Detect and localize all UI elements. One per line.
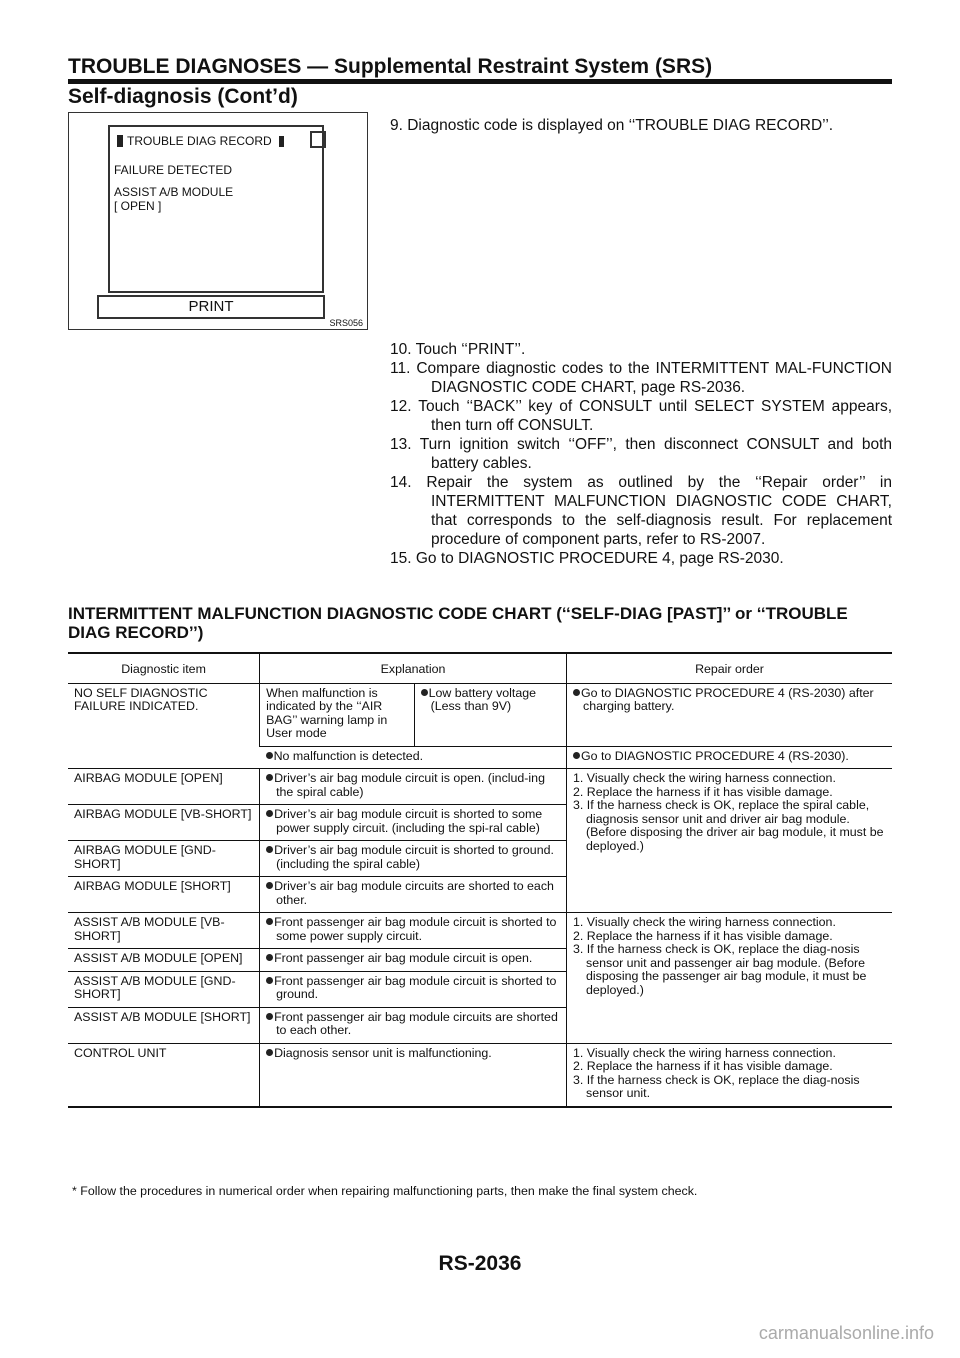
table-row	[68, 913, 892, 949]
bullet-icon	[266, 918, 273, 925]
explanation-text: Driver’s air bag module circuit is shorted to some power supply circuit. (including the spi-ral cable)	[274, 807, 543, 835]
cell-condition: When malfunction is indicated by the ‘‘AIR BAG’’ warning lamp in User mode	[260, 683, 415, 746]
explanation-text: Front passenger air bag module circuit is shorted to ground.	[274, 973, 557, 1001]
repair-step: 3. If the harness check is OK, replace the spiral cable, diagnosis sensor unit and driver air bag module. (Before disposing the driver air bag module, it must be deployed.)	[573, 798, 884, 853]
section-subtitle: Self-diagnosis (Cont’d)	[68, 85, 298, 108]
header-explanation: Explanation	[260, 653, 567, 683]
cell-explanation	[260, 1043, 567, 1107]
display-title: TROUBLE DIAG RECORD	[127, 134, 272, 148]
repair-step: 3. If the harness check is OK, replace the diag-nosis sensor unit.	[573, 1072, 860, 1100]
cell-repair	[567, 913, 892, 1044]
repair-step: 2. Replace the harness if it has visible damage.	[573, 928, 833, 943]
cell-item: ASSIST A/B MODULE [OPEN]	[68, 949, 260, 972]
explanation-text: Front passenger air bag module circuit is shorted to some power supply circuit.	[274, 915, 557, 943]
bullet-icon	[266, 752, 273, 759]
repair-step: 1. Visually check the wiring harness connection.	[573, 915, 836, 929]
cell-explanation	[260, 746, 567, 769]
table-row	[68, 1043, 892, 1107]
step-9: 9. Diagnostic code is displayed on ‘‘TROUBLE DIAG RECORD’’.	[390, 117, 834, 134]
cell-item: ASSIST A/B MODULE [GND-SHORT]	[68, 971, 260, 1007]
bullet-icon	[266, 882, 273, 889]
explanation-text: Driver’s air bag module circuit is open. (includ-ing the spiral cable)	[274, 771, 545, 799]
bullet-icon	[573, 689, 580, 696]
cell-explanation	[260, 949, 567, 972]
cell-item: AIRBAG MODULE [SHORT]	[68, 877, 260, 913]
cell-item: ASSIST A/B MODULE [SHORT]	[68, 1007, 260, 1043]
cell-explanation	[260, 805, 567, 841]
repair-step: 2. Replace the harness if it has visible damage.	[573, 1059, 833, 1073]
step-14: 14. Repair the system as outlined by the ‘‘Repair order’’ in INTERMITTENT MALFUNCTION DIAGNOSTIC CODE CHART, that corresponds to the self-diagnosis result. For replacement procedure of component parts, refer to RS-2007.	[390, 474, 892, 548]
bullet-icon	[266, 954, 273, 961]
cell-explanation	[414, 683, 566, 746]
step-12: 12. Touch ‘‘BACK’’ key of CONSULT until SELECT SYSTEM appears, then turn off CONSULT.	[390, 398, 892, 434]
cell-explanation	[260, 913, 567, 949]
bullet-icon	[266, 810, 273, 817]
bullet-icon	[266, 846, 273, 853]
table-row	[68, 683, 892, 746]
bullet-icon	[266, 1013, 273, 1020]
bullet-icon	[266, 1049, 273, 1056]
figure-code: SRS056	[329, 318, 363, 328]
cell-explanation	[260, 877, 567, 913]
cell-item: AIRBAG MODULE [VB-SHORT]	[68, 805, 260, 841]
explanation-text: No malfunction is detected.	[273, 748, 424, 763]
cell-item: AIRBAG MODULE [OPEN]	[68, 769, 260, 805]
explanation-text: Driver’s air bag module circuit is shorted to ground. (including the spiral cable)	[274, 843, 554, 871]
repair-step: 2. Replace the harness if it has visible damage.	[573, 784, 833, 799]
bullet-icon	[266, 774, 273, 781]
cell-repair	[567, 1043, 892, 1107]
repair-text: Go to DIAGNOSTIC PROCEDURE 4 (RS-2030).	[581, 748, 849, 763]
display-line-status: [ OPEN ]	[114, 199, 162, 213]
diagnostic-code-table	[68, 652, 892, 1108]
explanation-text: Front passenger air bag module circuit is open.	[274, 951, 533, 965]
repair-step: 1. Visually check the wiring harness connection.	[573, 771, 836, 785]
cell-item: ASSIST A/B MODULE [VB-SHORT]	[68, 913, 260, 949]
cell-explanation	[260, 769, 567, 805]
display-line-module: ASSIST A/B MODULE	[114, 185, 234, 199]
watermark: carmanualsonline.info	[758, 1323, 934, 1343]
section-title: TROUBLE DIAGNOSES — Supplemental Restraint System (SRS)	[68, 55, 713, 78]
consult-display	[108, 125, 324, 293]
cell-item: CONTROL UNIT	[68, 1043, 260, 1107]
step-10: 10. Touch ‘‘PRINT’’.	[390, 341, 526, 358]
explanation-text: Diagnosis sensor unit is malfunctioning.	[274, 1045, 492, 1060]
cell-item: AIRBAG MODULE [GND-SHORT]	[68, 841, 260, 877]
cell-explanation	[260, 971, 567, 1007]
header-diagnostic-item: Diagnostic item	[68, 653, 260, 683]
marker-icon	[117, 135, 123, 147]
cell-repair	[567, 769, 892, 913]
bullet-icon	[573, 752, 580, 759]
display-title-line	[117, 134, 284, 148]
step-15: 15. Go to DIAGNOSTIC PROCEDURE 4, page RS-2030.	[390, 550, 784, 567]
footnote: * Follow the procedures in numerical order when repairing malfunctioning parts, then make the final system check.	[72, 1184, 698, 1198]
cell-explanation	[260, 841, 567, 877]
header-repair-order: Repair order	[567, 653, 892, 683]
steps-list	[390, 340, 892, 568]
repair-step: 3. If the harness check is OK, replace the diag-nosis sensor unit and passenger air bag module. (Before disposing the passenger air bag module, it must be deployed.)	[573, 942, 867, 997]
explanation-text: Driver’s air bag module circuits are shorted to each other.	[274, 879, 554, 907]
explanation-text: Low battery voltage (Less than 9V)	[428, 685, 537, 713]
cell-explanation	[260, 1007, 567, 1043]
repair-text: Go to DIAGNOSTIC PROCEDURE 4 (RS-2030) after charging battery.	[581, 685, 874, 713]
cell-repair	[567, 683, 892, 746]
step-13: 13. Turn ignition switch ‘‘OFF’’, then disconnect CONSULT and both battery cables.	[390, 436, 892, 472]
cell-item: NO SELF DIAGNOSTIC FAILURE INDICATED.	[68, 683, 260, 769]
explanation-text: Front passenger air bag module circuits are shorted to each other.	[274, 1009, 558, 1037]
bullet-icon	[266, 977, 273, 984]
display-line-failure: FAILURE DETECTED	[114, 163, 233, 177]
consult-screen-figure	[68, 112, 368, 330]
bullet-icon	[421, 689, 428, 696]
step-11: 11. Compare diagnostic codes to the INTERMITTENT MAL-FUNCTION DIAGNOSTIC CODE CHART, page RS-2036.	[390, 360, 892, 396]
print-button: PRINT	[97, 295, 325, 319]
checkbox-icon	[310, 131, 326, 148]
table-header-row	[68, 653, 892, 683]
chart-title: INTERMITTENT MALFUNCTION DIAGNOSTIC CODE CHART (‘‘SELF-DIAG [PAST]’’ or ‘‘TROUBLE DIAG RECORD’’)	[68, 604, 848, 642]
cell-repair	[567, 746, 892, 769]
page-number: RS-2036	[438, 1252, 522, 1275]
marker-icon	[279, 136, 284, 147]
table-row	[68, 769, 892, 805]
repair-step: 1. Visually check the wiring harness connection.	[573, 1045, 836, 1060]
